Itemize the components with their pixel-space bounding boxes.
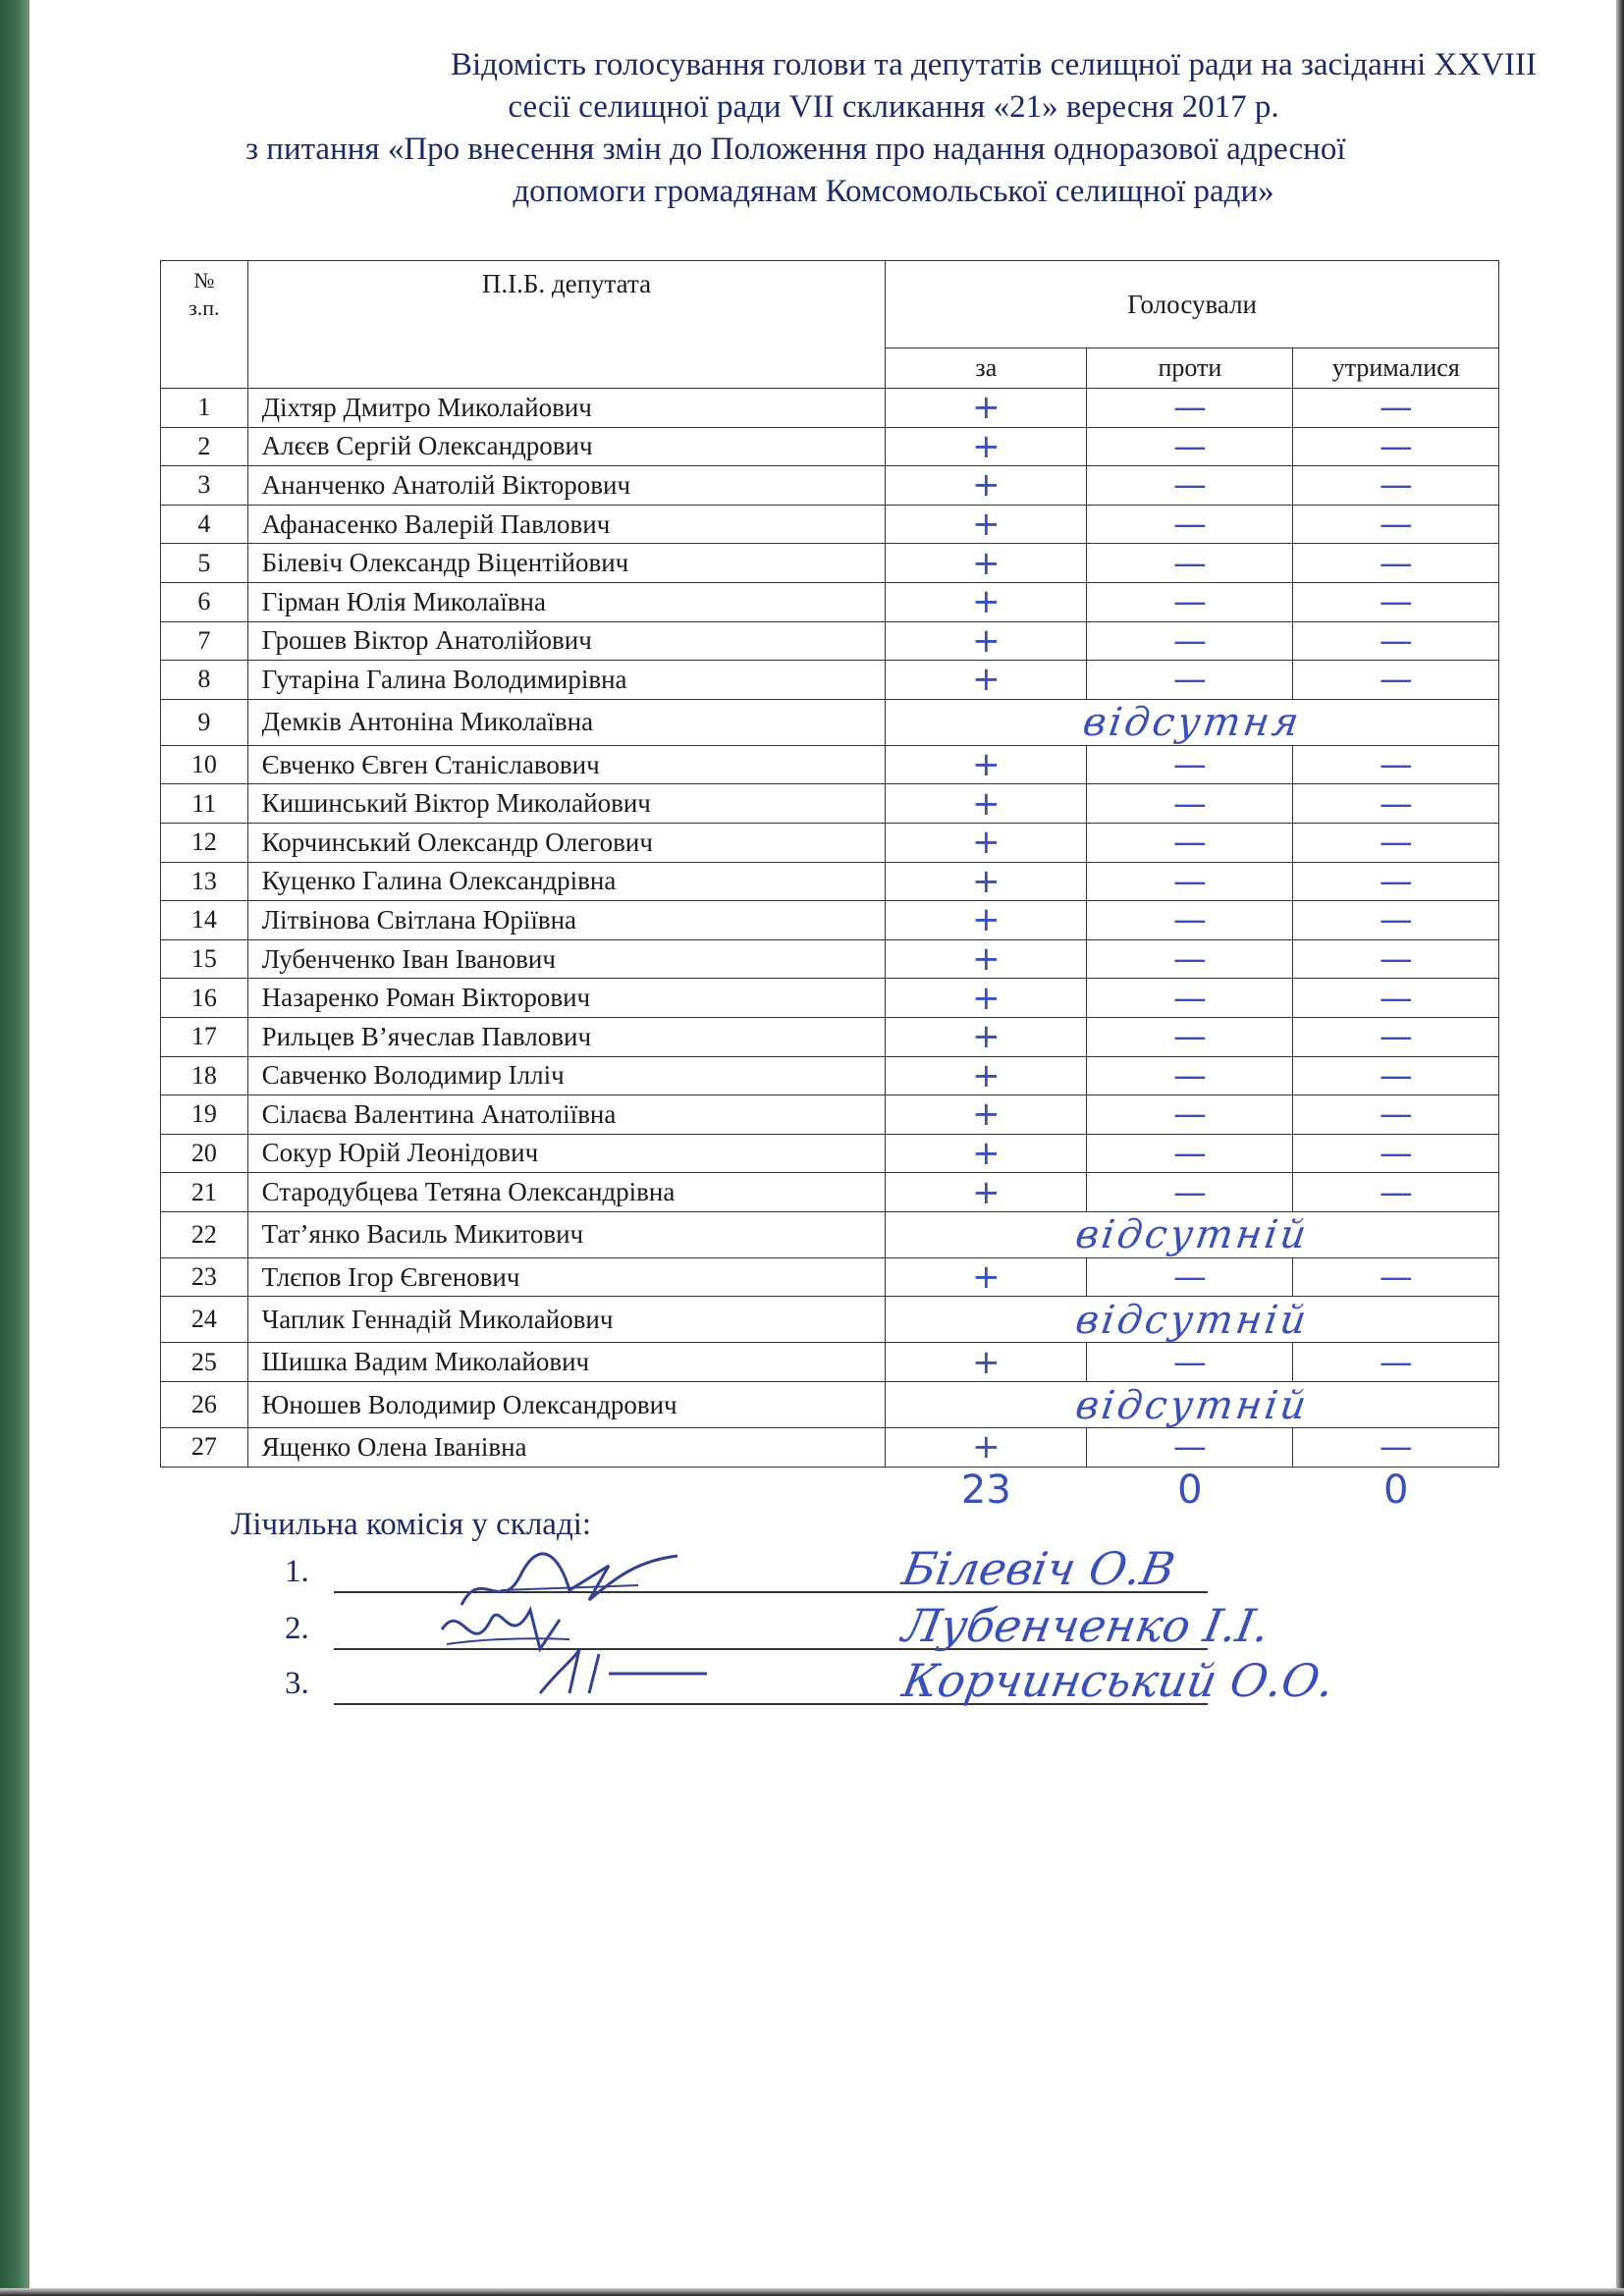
row-number: 18 (161, 1056, 248, 1095)
row-number: 22 (161, 1211, 248, 1257)
document-header (236, 44, 1551, 213)
header-line-2: сесії селищної ради VII скликання «21» вересня 2017 р. (508, 89, 1279, 125)
deputy-name: Корчинський Олександр Олегович (247, 823, 886, 862)
vote-against-mark: — (1087, 862, 1293, 901)
vote-for-mark: + (886, 505, 1087, 544)
vote-for-mark: + (886, 901, 1087, 940)
vote-against-mark: — (1087, 901, 1293, 940)
scan-edge-right (1616, 0, 1624, 2296)
deputy-name: Білевіч Олександр Віцентійович (247, 544, 886, 583)
absent-mark: відсутній (883, 1297, 1502, 1343)
row-number: 21 (161, 1173, 248, 1212)
vote-against-mark: — (1087, 466, 1293, 506)
vote-abstain-mark: — (1293, 1134, 1499, 1173)
vote-abstain-mark: — (1293, 823, 1499, 862)
vote-abstain-mark: — (1293, 901, 1499, 940)
table-row (161, 1343, 1499, 1382)
vote-for-mark: + (886, 427, 1087, 466)
header-line-4: допомоги громадянам Комсомольської селищної ради» (513, 174, 1274, 209)
col-header-against: проти (1087, 348, 1293, 389)
row-number: 7 (161, 621, 248, 661)
vote-against-mark: — (1087, 823, 1293, 862)
row-number: 5 (161, 544, 248, 583)
header-line-3: з питання «Про внесення змін до Положення про надання одноразової адресної (245, 132, 1346, 167)
vote-for-mark: + (886, 979, 1087, 1018)
table-row (161, 784, 1499, 824)
row-number: 10 (161, 745, 248, 784)
row-number: 17 (161, 1017, 248, 1056)
table-row (161, 745, 1499, 784)
vote-abstain-mark: — (1293, 784, 1499, 824)
vote-against-mark: — (1087, 621, 1293, 661)
vote-abstain-mark: — (1293, 979, 1499, 1018)
row-number: 23 (161, 1257, 248, 1297)
member-name-handwritten: Корчинський О.О. (898, 1654, 1338, 1707)
vote-against-mark: — (1087, 1343, 1293, 1382)
member-number: 2. (285, 1611, 309, 1646)
member-number: 3. (285, 1666, 309, 1701)
vote-against-mark: — (1087, 1257, 1293, 1297)
vote-against-mark: — (1087, 505, 1293, 544)
row-number: 11 (161, 784, 248, 824)
table-row (161, 661, 1499, 700)
signature-3 (520, 1639, 717, 1708)
commission-member-3 (285, 1654, 1338, 1709)
absent-mark: відсутня (883, 699, 1502, 745)
deputy-name: Сокур Юрій Леонідович (247, 1134, 886, 1173)
vote-against-mark: — (1087, 389, 1293, 428)
table-row (161, 1428, 1499, 1468)
deputy-name: Савченко Володимир Ілліч (247, 1056, 886, 1095)
vote-against-mark: — (1087, 544, 1293, 583)
deputy-name: Діхтяр Дмитро Миколайович (247, 389, 886, 428)
deputy-name: Гутаріна Галина Володимирівна (247, 661, 886, 700)
vote-against-mark: — (1087, 979, 1293, 1018)
deputy-name: Рильцев В’ячеслав Павлович (247, 1017, 886, 1056)
table-row (161, 1134, 1499, 1173)
vote-for-mark: + (886, 1173, 1087, 1212)
deputy-name: Шишка Вадим Миколайович (247, 1343, 886, 1382)
table-row (161, 427, 1499, 466)
row-number: 3 (161, 466, 248, 506)
vote-against-mark: — (1087, 1056, 1293, 1095)
voting-table (160, 260, 1499, 1513)
table-row (161, 862, 1499, 901)
vote-abstain-mark: — (1293, 1257, 1499, 1297)
vote-against-mark: — (1087, 1173, 1293, 1212)
row-number: 2 (161, 427, 248, 466)
table-row (161, 1211, 1499, 1257)
deputy-name: Кишинський Віктор Миколайович (247, 784, 886, 824)
row-number: 24 (161, 1297, 248, 1343)
vote-abstain-mark: — (1293, 1095, 1499, 1135)
table-row (161, 1095, 1499, 1135)
vote-for-mark: + (886, 862, 1087, 901)
vote-abstain-mark: — (1293, 544, 1499, 583)
row-number: 13 (161, 862, 248, 901)
vote-for-mark: + (886, 1095, 1087, 1135)
vote-for-mark: + (886, 389, 1087, 428)
row-number: 25 (161, 1343, 248, 1382)
member-name-handwritten: Лубенченко І.І. (898, 1599, 1273, 1652)
vote-against-mark: — (1087, 1017, 1293, 1056)
vote-for-mark: + (886, 544, 1087, 583)
table-row (161, 505, 1499, 544)
vote-for-mark: + (886, 784, 1087, 824)
table-row (161, 1056, 1499, 1095)
header-line-1: Відомість голосування голови та депутатів селищної ради на засіданні XXVIII (450, 47, 1537, 82)
absent-mark: відсутній (883, 1211, 1502, 1257)
vote-against-mark: — (1087, 784, 1293, 824)
scan-edge-bottom (0, 2288, 1624, 2296)
table-row (161, 621, 1499, 661)
row-number: 14 (161, 901, 248, 940)
table-row (161, 939, 1499, 979)
row-number: 4 (161, 505, 248, 544)
deputy-name: Ананченко Анатолій Вікторович (247, 466, 886, 506)
row-number: 27 (161, 1428, 248, 1468)
deputy-name: Афанасенко Валерій Павлович (247, 505, 886, 544)
vote-abstain-mark: — (1293, 582, 1499, 621)
deputy-name: Гірман Юлія Миколаївна (247, 582, 886, 621)
table-row (161, 901, 1499, 940)
vote-abstain-mark: — (1293, 1173, 1499, 1212)
deputy-name: Лубенченко Іван Іванович (247, 939, 886, 979)
vote-for-mark: + (886, 939, 1087, 979)
row-number: 26 (161, 1382, 248, 1428)
deputy-name: Юношев Володимир Олександрович (247, 1382, 886, 1428)
table-row (161, 1382, 1499, 1428)
totals-row (161, 1467, 1499, 1513)
row-number: 12 (161, 823, 248, 862)
vote-abstain-mark: — (1293, 466, 1499, 506)
row-number: 15 (161, 939, 248, 979)
deputy-name: Стародубцева Тетяна Олександрівна (247, 1173, 886, 1212)
table-row (161, 823, 1499, 862)
table-row (161, 582, 1499, 621)
commission-member-2 (285, 1599, 1273, 1654)
vote-against-mark: — (1087, 745, 1293, 784)
vote-for-mark: + (886, 1056, 1087, 1095)
member-number: 1. (285, 1554, 309, 1589)
deputy-name: Ященко Олена Іванівна (247, 1428, 886, 1468)
vote-abstain-mark: — (1293, 862, 1499, 901)
vote-for-mark: + (886, 745, 1087, 784)
deputy-name: Євченко Євген Станіславович (247, 745, 886, 784)
vote-abstain-mark: — (1293, 1428, 1499, 1468)
vote-abstain-mark: — (1293, 1056, 1499, 1095)
table-row (161, 699, 1499, 745)
total-for: 23 (960, 1467, 1011, 1513)
vote-for-mark: + (886, 823, 1087, 862)
row-number: 20 (161, 1134, 248, 1173)
table-row (161, 544, 1499, 583)
vote-abstain-mark: — (1293, 621, 1499, 661)
vote-against-mark: — (1087, 1134, 1293, 1173)
total-against: 0 (1177, 1467, 1203, 1513)
deputy-name: Чаплик Геннадій Миколайович (247, 1297, 886, 1343)
vote-abstain-mark: — (1293, 389, 1499, 428)
vote-against-mark: — (1087, 427, 1293, 466)
vote-against-mark: — (1087, 939, 1293, 979)
col-header-voted: Голосували (886, 261, 1499, 348)
deputy-name: Назаренко Роман Вікторович (247, 979, 886, 1018)
table-row (161, 466, 1499, 506)
row-number: 9 (161, 699, 248, 745)
vote-abstain-mark: — (1293, 661, 1499, 700)
row-number: 1 (161, 389, 248, 428)
deputy-name: Літвінова Світлана Юріївна (247, 901, 886, 940)
table-row (161, 979, 1499, 1018)
col-header-number-text: № з.п. (189, 268, 220, 320)
vote-for-mark: + (886, 1134, 1087, 1173)
commission-title: Лічильна комісія у складі: (231, 1507, 592, 1542)
total-abstained: 0 (1382, 1467, 1409, 1513)
vote-against-mark: — (1087, 1428, 1293, 1468)
vote-abstain-mark: — (1293, 745, 1499, 784)
vote-for-mark: + (886, 1257, 1087, 1297)
table-row (161, 1297, 1499, 1343)
table-row (161, 1173, 1499, 1212)
row-number: 16 (161, 979, 248, 1018)
vote-for-mark: + (886, 621, 1087, 661)
deputy-name: Алєєв Сергій Олександрович (247, 427, 886, 466)
vote-abstain-mark: — (1293, 939, 1499, 979)
deputy-name: Сілаєва Валентина Анатоліївна (247, 1095, 886, 1135)
vote-abstain-mark: — (1293, 1017, 1499, 1056)
col-header-name: П.І.Б. депутата (247, 261, 886, 389)
table-row (161, 1017, 1499, 1056)
vote-against-mark: — (1087, 1095, 1293, 1135)
commission-member-1 (285, 1542, 1208, 1597)
table-row (161, 1257, 1499, 1297)
vote-abstain-mark: — (1293, 427, 1499, 466)
vote-for-mark: + (886, 1017, 1087, 1056)
vote-abstain-mark: — (1293, 1343, 1499, 1382)
vote-against-mark: — (1087, 661, 1293, 700)
vote-against-mark: — (1087, 582, 1293, 621)
col-header-for: за (886, 348, 1087, 389)
deputy-name: Тлєпов Ігор Євгенович (247, 1257, 886, 1297)
deputy-name: Тат’янко Василь Микитович (247, 1211, 886, 1257)
row-number: 8 (161, 661, 248, 700)
vote-for-mark: + (886, 466, 1087, 506)
col-header-number (161, 261, 248, 389)
vote-abstain-mark: — (1293, 505, 1499, 544)
table-row (161, 389, 1499, 428)
vote-for-mark: + (886, 582, 1087, 621)
member-name-handwritten: Білевіч О.В (898, 1542, 1179, 1595)
deputy-name: Демків Антоніна Миколаївна (247, 699, 886, 745)
vote-for-mark: + (886, 1343, 1087, 1382)
absent-mark: відсутній (883, 1382, 1502, 1428)
vote-for-mark: + (886, 661, 1087, 700)
row-number: 19 (161, 1095, 248, 1135)
vote-for-mark: + (886, 1428, 1087, 1468)
scan-edge-left (0, 0, 29, 2296)
deputy-name: Грошев Віктор Анатолійович (247, 621, 886, 661)
row-number: 6 (161, 582, 248, 621)
voting-rows (161, 389, 1499, 1468)
deputy-name: Куценко Галина Олександрівна (247, 862, 886, 901)
col-header-abstained: утрималися (1293, 348, 1499, 389)
